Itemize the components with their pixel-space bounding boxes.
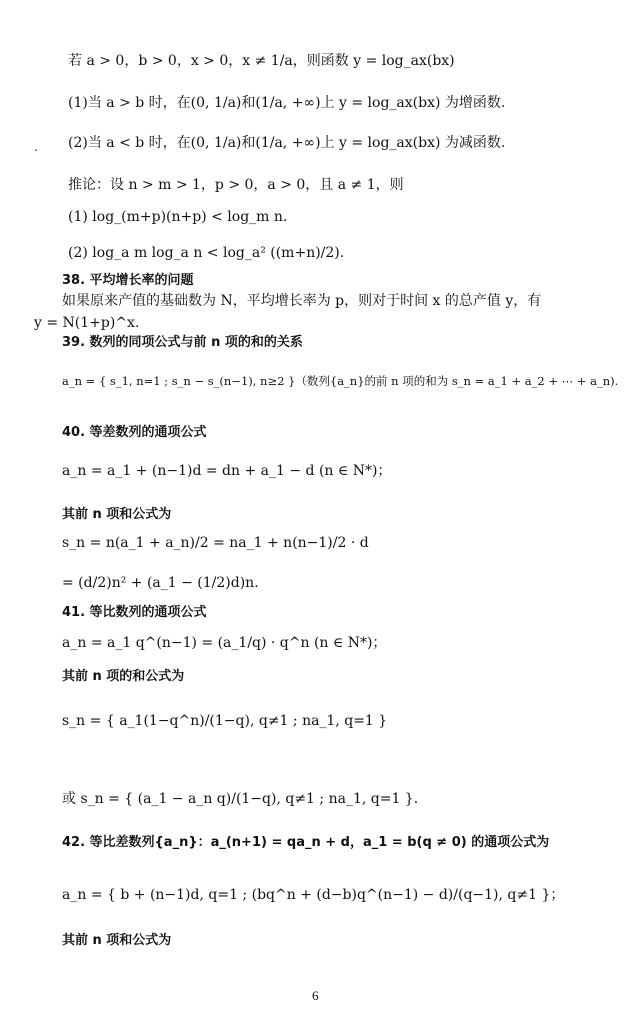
- text-line-24: 其前 n 项和公式为: [62, 933, 172, 948]
- text-line-8: 如果原来产值的基础数为 N，平均增长率为 p，则对于时间 x 的总产值 y，有: [62, 293, 542, 309]
- text-line-1: 若 a > 0，b > 0，x > 0，x ≠ 1/a，则函数 y = log_ax(bx): [68, 53, 455, 69]
- section-42-heading: 42. 等比差数列{a_n}：a_(n+1) = qa_n + d，a_1 = b(q ≠ 0) 的通项公式为: [62, 835, 550, 850]
- text-line-18: a_n = a_1 q^(n−1) = (a_1/q) · q^n (n ∈ N*)；: [62, 635, 387, 651]
- section-38-heading: 38. 平均增长率的问题: [62, 273, 194, 288]
- text-line-19: 其前 n 项的和公式为: [62, 669, 185, 684]
- text-line-11: a_n = { s_1, n=1 ; s_n − s_(n−1), n≥2 }（数列{a_n}的前 n 项的和为 s_n = a_1 + a_2 + ⋯ + a_n).: [62, 374, 619, 388]
- text-line-21: 或 s_n = { (a_1 − a_n q)/(1−q), q≠1 ; na_1, q=1 }.: [62, 791, 419, 807]
- text-line-2: (1)当 a > b 时，在(0, 1/a)和(1/a, +∞)上 y = log_ax(bx) 为增函数.: [68, 95, 506, 111]
- section-39-heading: 39. 数列的同项公式与前 n 项的和的关系: [62, 335, 303, 350]
- text-line-15: s_n = n(a_1 + a_n)/2 = na_1 + n(n−1)/2 · d: [62, 535, 369, 551]
- text-line-20: s_n = { a_1(1−q^n)/(1−q), q≠1 ; na_1, q=1 }: [62, 713, 388, 729]
- page-number: 6: [312, 988, 319, 1003]
- section-41-heading: 41. 等比数列的通项公式: [62, 605, 207, 620]
- text-line-6: (2) log_a m log_a n < log_a² ((m+n)/2).: [68, 245, 345, 261]
- text-line-9: y = N(1+p)^x.: [34, 315, 140, 331]
- text-line-13: a_n = a_1 + (n−1)d = dn + a_1 − d (n ∈ N*)；: [62, 463, 392, 479]
- text-line-14: 其前 n 项和公式为: [62, 507, 172, 522]
- text-line-4: 推论：设 n > m > 1，p > 0，a > 0，且 a ≠ 1，则: [68, 177, 404, 193]
- stray-dot: .: [34, 140, 38, 154]
- text-line-23: a_n = { b + (n−1)d, q=1 ; (bq^n + (d−b)q^(n−1) − d)/(q−1), q≠1 }；: [62, 887, 565, 903]
- section-40-heading: 40. 等差数列的通项公式: [62, 425, 207, 440]
- text-line-5: (1) log_(m+p)(n+p) < log_m n.: [68, 209, 288, 225]
- text-line-3: (2)当 a < b 时，在(0, 1/a)和(1/a, +∞)上 y = log_ax(bx) 为减函数.: [68, 135, 506, 151]
- text-line-16: = (d/2)n² + (a_1 − (1/2)d)n.: [62, 575, 259, 591]
